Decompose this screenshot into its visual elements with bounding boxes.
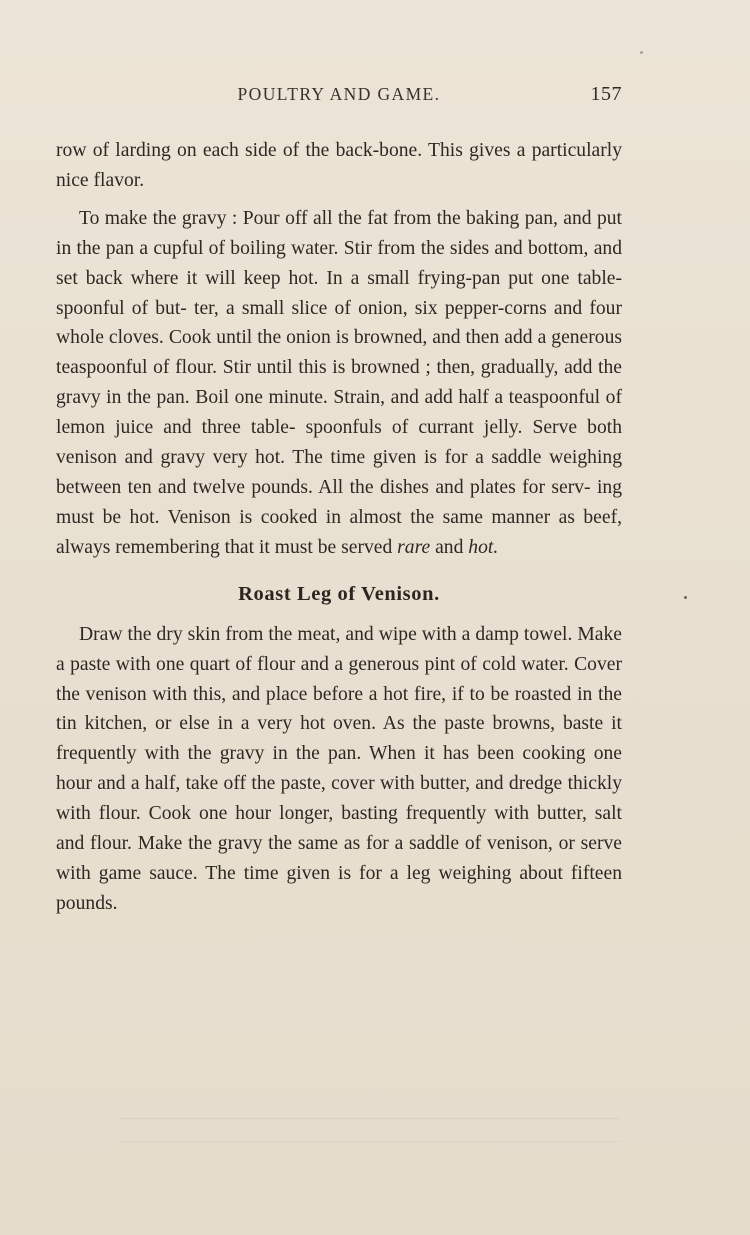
- paragraph-gravy: [56, 204, 622, 563]
- emphasis-rare: rare: [397, 536, 431, 558]
- page-header: [56, 84, 622, 110]
- conjunction-and: and: [430, 536, 469, 558]
- paragraph-roast-leg: Draw the dry skin from the meat, and wipe with a damp towel. Make a paste with one quart of flour and a generous pint of cold water. Cover the venison with this, and place before a hot fire, if to be roasted in the tin kitchen, or else in a very hot oven. As the paste browns, baste it frequently with the gravy in the pan. When it has been cooking one hour and a half, take off the paste, cover with butter, and dredge thickly with flour. Cook one hour longer, basting frequently with butter, salt and flour. Make the gravy the same as for a saddle of venison, or serve with game sauce. The time given is for a leg weighing about fifteen pounds.: [56, 623, 622, 914]
- show-through-text: [120, 1118, 620, 1142]
- page-body: [56, 136, 622, 919]
- paper-speck: [640, 51, 643, 54]
- section-heading: Roast Leg of Venison.: [238, 582, 440, 605]
- running-head: POULTRY AND GAME.: [237, 84, 441, 104]
- page-number: 157: [590, 83, 622, 105]
- paragraph-gravy-text: To make the gravy : Pour off all the fat from the baking pan, and put in the pan a cupful of boiling water. Stir from the sides and bottom, and set back where it will keep hot. In a small frying-pan put one table-spoonful of but- ter, a small slice of onion, six pepper-corns and four whole cloves. Cook until the onion is browned, and then add a generous teaspoonful of flour. Stir until this is browned ; then, gradually, add the gravy in the pan. Boil one minute. Strain, and add half a teaspoonful of lemon juice and three table- spoonfuls of currant jelly. Serve both venison and gravy very hot. The time given is for a saddle weighing between ten and twelve pounds. All the dishes and plates for serv- ing must be hot. Venison is cooked in almost the same manner as beef, always remembering that it must be served: [56, 207, 622, 558]
- paper-speck: [684, 596, 687, 599]
- paragraph-continuation: row of larding on each side of the back-bone. This gives a particularly nice flavor.: [56, 140, 622, 191]
- emphasis-hot: hot.: [468, 536, 499, 558]
